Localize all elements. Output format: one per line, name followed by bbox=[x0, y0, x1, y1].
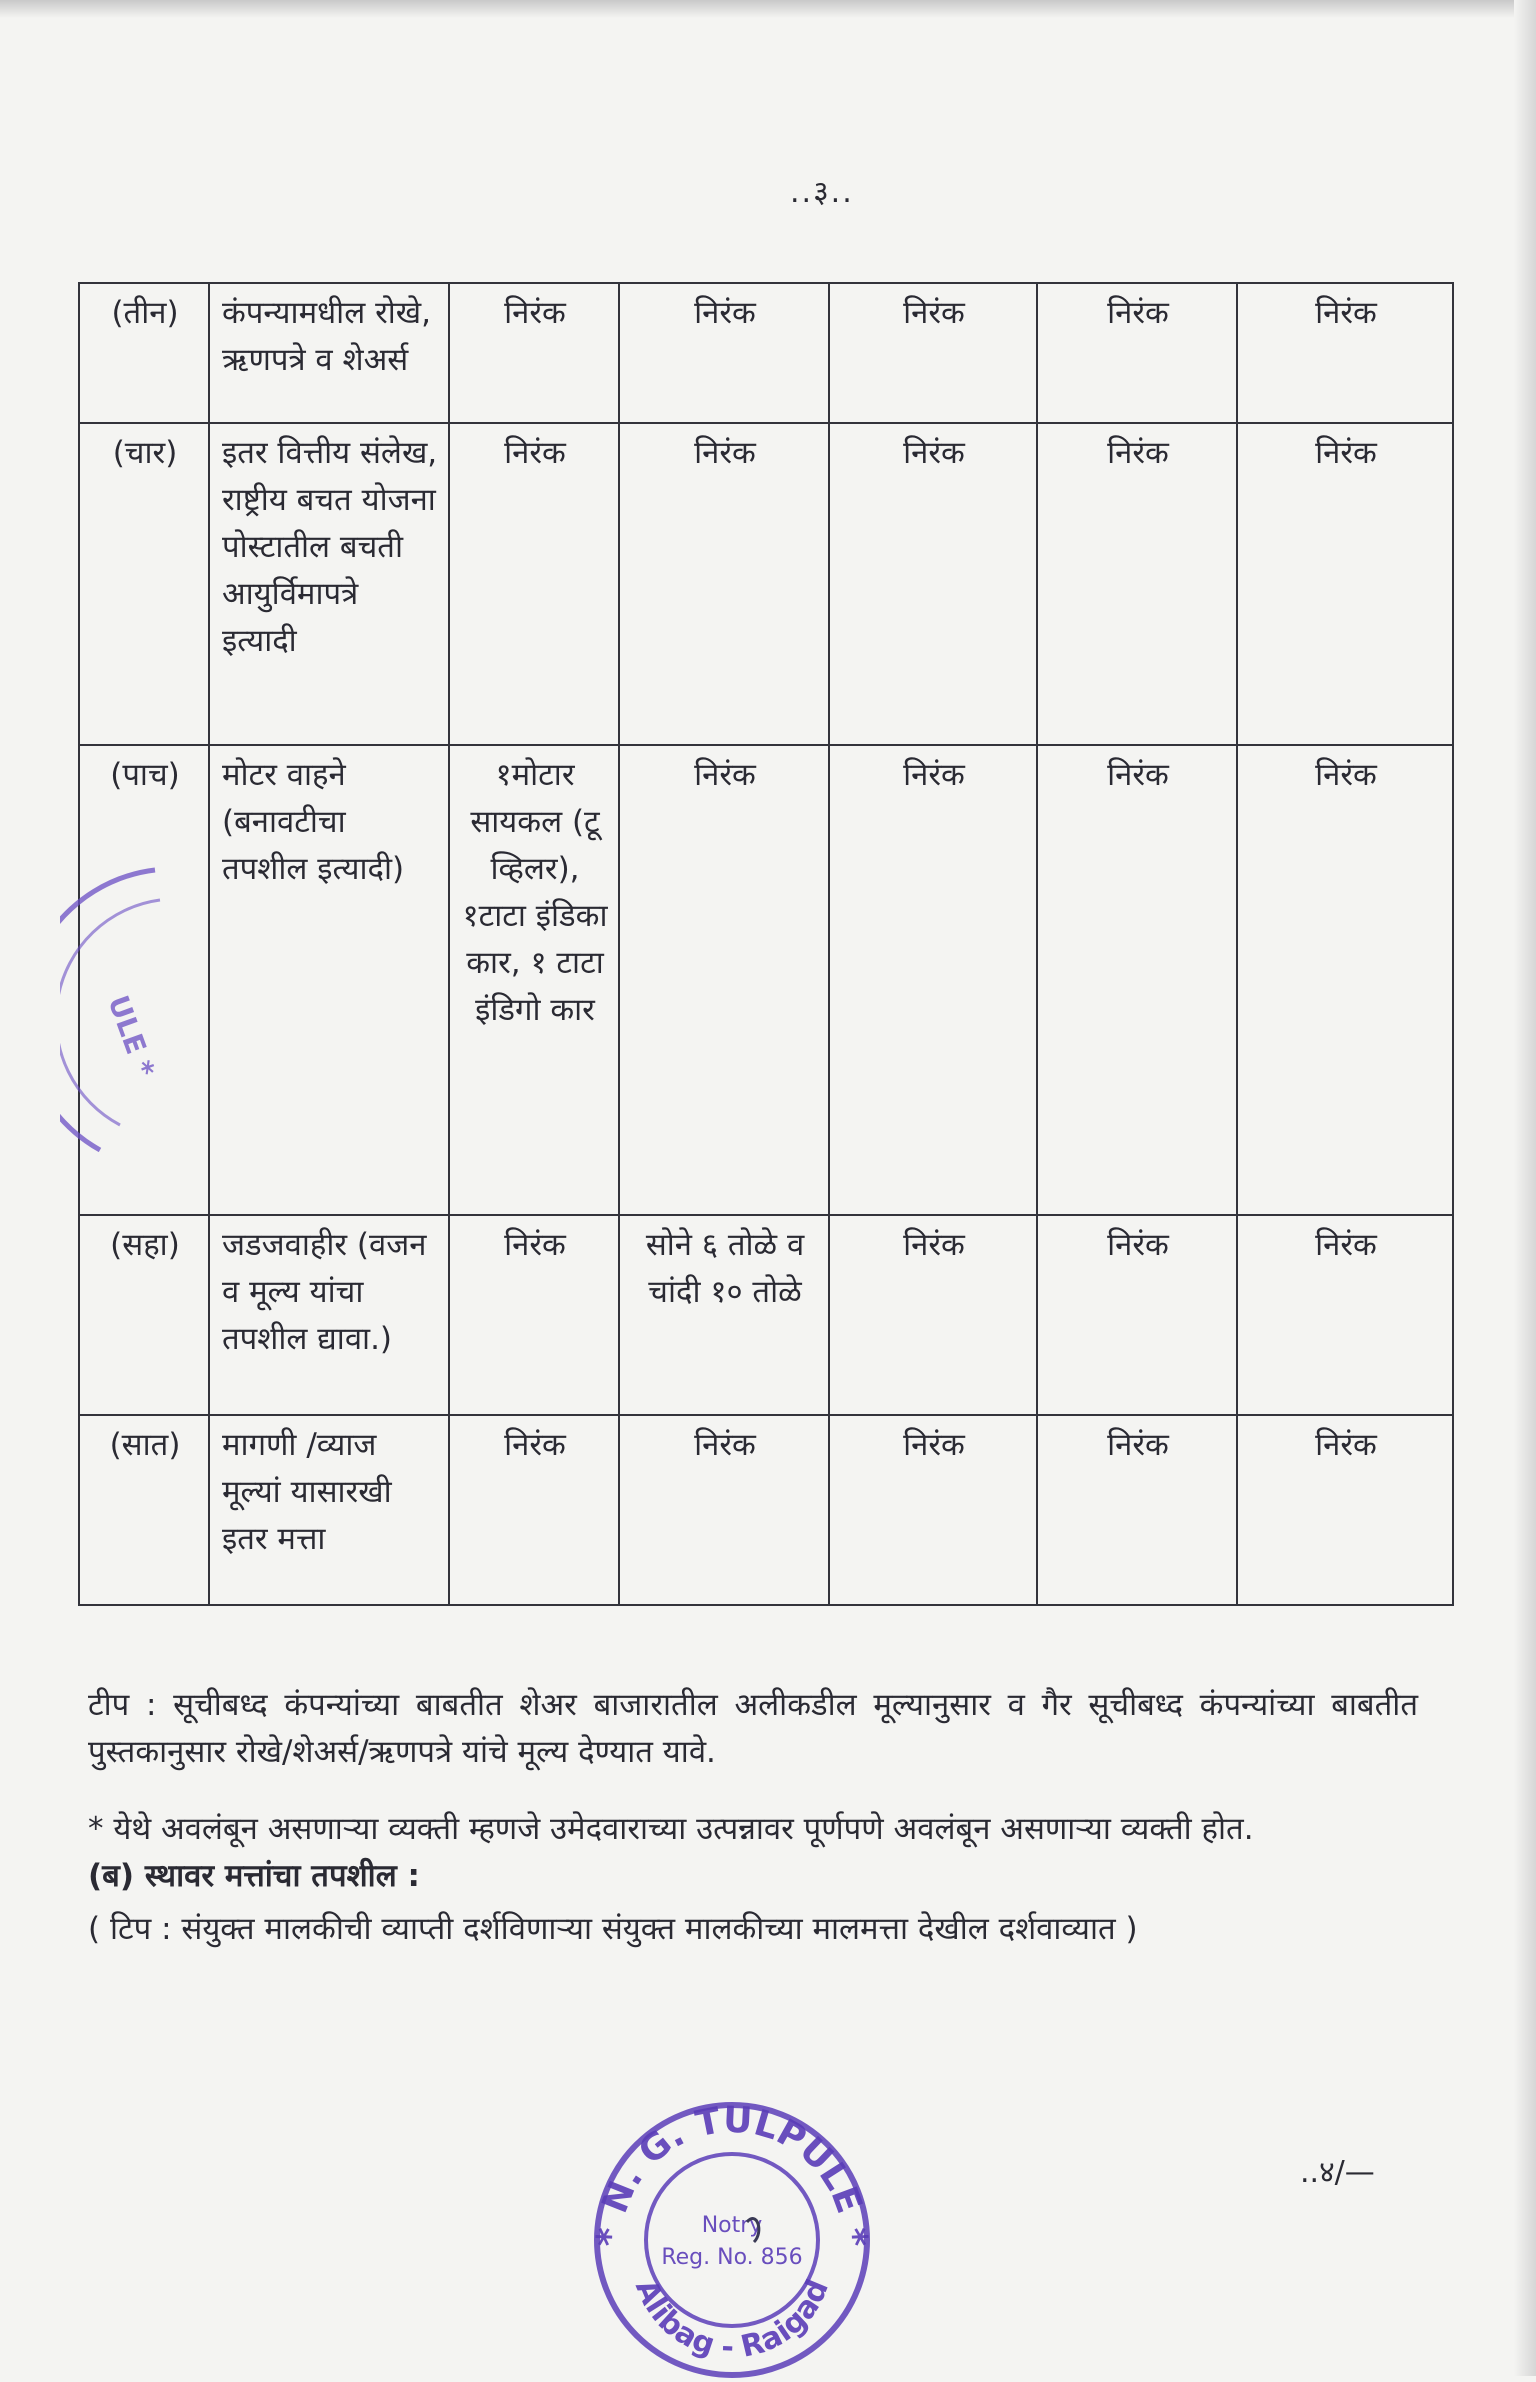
side-stamp-text: ULE * bbox=[101, 991, 162, 1082]
table-row bbox=[79, 745, 1453, 1215]
stamp-place: Alibag - Raigad bbox=[627, 2274, 836, 2366]
value-cell: निरंक bbox=[1037, 423, 1237, 745]
value-cell: निरंक bbox=[1237, 283, 1453, 423]
row-serial: (सहा) bbox=[79, 1215, 209, 1415]
value-cell: निरंक bbox=[1237, 1415, 1453, 1605]
stamp-name: * N. G. TULPULE * bbox=[589, 2099, 875, 2248]
row-description: जडजवाहीर (वजन व मूल्य यांचा तपशील द्यावा.) bbox=[209, 1215, 449, 1415]
table-row bbox=[79, 283, 1453, 423]
table-row bbox=[79, 1215, 1453, 1415]
continuation-mark: ..४/— bbox=[1300, 2155, 1375, 2190]
value-cell: निरंक bbox=[1037, 1415, 1237, 1605]
immovable-assets-heading: (ब) स्थावर मत्तांचा तपशील : bbox=[88, 1858, 420, 1894]
value-cell: १मोटार सायकल (टू व्हिलर), १टाटा इंडिका कार, १ टाटा इंडिगो कार bbox=[449, 745, 619, 1215]
row-serial: (सात) bbox=[79, 1415, 209, 1605]
row-description: मोटर वाहने (बनावटीचा तपशील इत्यादी) bbox=[209, 745, 449, 1215]
page-edge-top bbox=[0, 0, 1536, 18]
value-cell: निरंक bbox=[449, 283, 619, 423]
table-row bbox=[79, 423, 1453, 745]
row-serial: (चार) bbox=[79, 423, 209, 745]
value-cell: सोने ६ तोळे व चांदी १० तोळे bbox=[619, 1215, 829, 1415]
value-cell: निरंक bbox=[1037, 283, 1237, 423]
value-cell: निरंक bbox=[449, 1215, 619, 1415]
row-description: मागणी /व्याज मूल्यां यासारखी इतर मत्ता bbox=[209, 1415, 449, 1605]
row-description: इतर वित्तीय संलेख, राष्ट्रीय बचत योजना पोस्टातील बचती आयुर्विमापत्रे इत्यादी bbox=[209, 423, 449, 745]
page-number: ..३.. bbox=[790, 175, 854, 210]
value-cell: निरंक bbox=[619, 1415, 829, 1605]
notary-stamp-icon bbox=[582, 2092, 882, 2382]
row-description: कंपन्यामधील रोखे, ऋणपत्रे व शेअर्स bbox=[209, 283, 449, 423]
value-cell: निरंक bbox=[449, 423, 619, 745]
movable-assets-table bbox=[78, 282, 1454, 1606]
row-serial: (पाच) bbox=[79, 745, 209, 1215]
value-cell: निरंक bbox=[1237, 1215, 1453, 1415]
valuation-note: टीप : सूचीबध्द कंपन्यांच्या बाबतीत शेअर बाजारातील अलीकडील मूल्यानुसार व गैर सूचीबध्द कंपन्यांच्या बाबतीत पुस्तकानुसार रोखे/शेअर्स/ऋणपत्रे यांचे मूल्य देण्यात यावे. bbox=[88, 1687, 1418, 1770]
footnotes bbox=[88, 1682, 1418, 1953]
value-cell: निरंक bbox=[1037, 1215, 1237, 1415]
value-cell: निरंक bbox=[619, 423, 829, 745]
page-edge-right bbox=[1514, 0, 1536, 2376]
stamp-reg: Reg. No. 856 bbox=[661, 2245, 803, 2270]
value-cell: निरंक bbox=[619, 283, 829, 423]
value-cell: निरंक bbox=[449, 1415, 619, 1605]
table-row bbox=[79, 1415, 1453, 1605]
value-cell: निरंक bbox=[829, 1215, 1037, 1415]
joint-ownership-note: ( टिप : संयुक्त मालकीची व्याप्ती दर्शविणाऱ्या संयुक्त मालकीच्या मालमत्ता देखील दर्शवाव्यात ) bbox=[88, 1911, 1138, 1947]
value-cell: निरंक bbox=[1237, 423, 1453, 745]
value-cell: निरंक bbox=[829, 1415, 1037, 1605]
value-cell: निरंक bbox=[829, 283, 1037, 423]
dependents-note: * येथे अवलंबून असणाऱ्या व्यक्ती म्हणजे उमेदवाराच्या उत्पन्नावर पूर्णपणे अवलंबून असणाऱ्या व्यक्ती होत. bbox=[88, 1811, 1254, 1847]
value-cell: निरंक bbox=[619, 745, 829, 1215]
value-cell: निरंक bbox=[1037, 745, 1237, 1215]
value-cell: निरंक bbox=[829, 745, 1037, 1215]
stamp-title: Notry bbox=[701, 2213, 763, 2238]
row-serial: (तीन) bbox=[79, 283, 209, 423]
partial-stamp-icon bbox=[60, 860, 170, 1160]
value-cell: निरंक bbox=[829, 423, 1037, 745]
value-cell: निरंक bbox=[1237, 745, 1453, 1215]
